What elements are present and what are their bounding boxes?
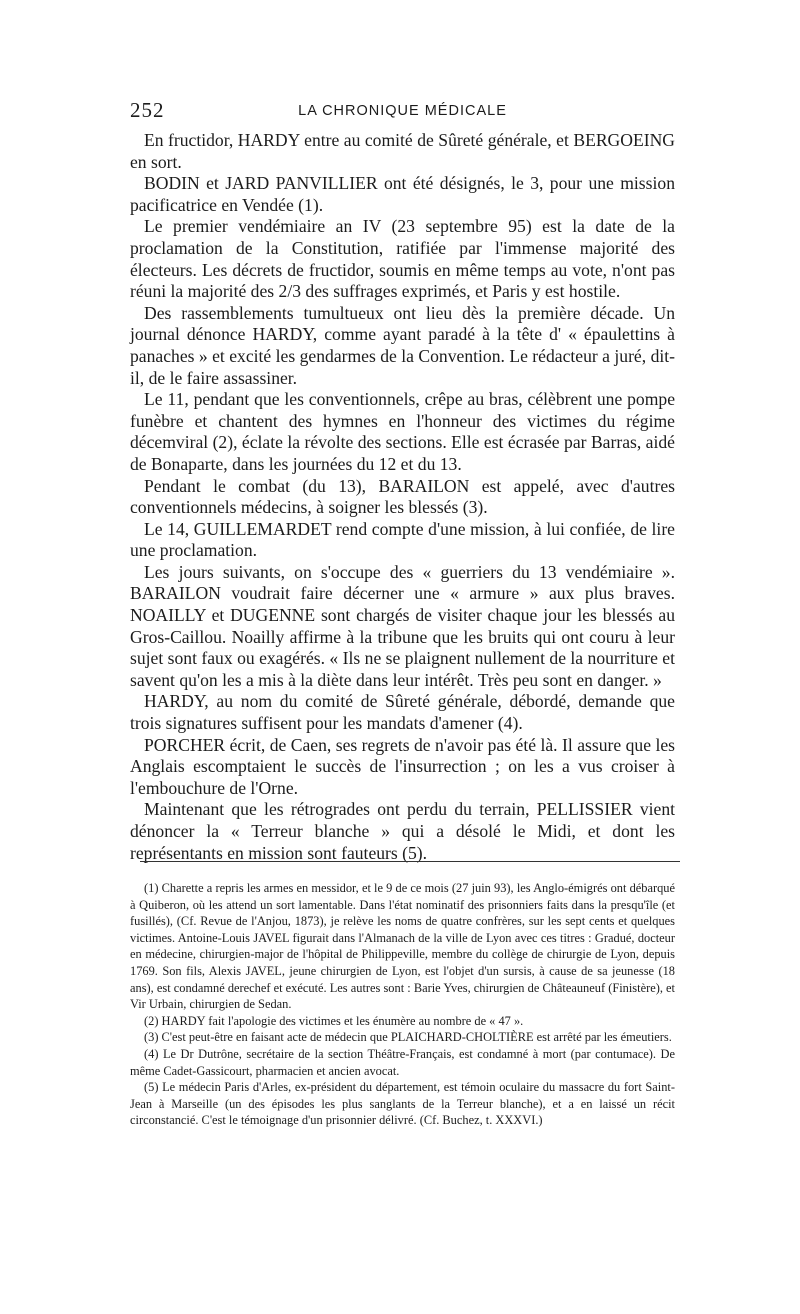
paragraph: Les jours suivants, on s'occupe des « guerriers du 13 vendémiaire ». BARAILON voudrait faire décerner une « armure » aux plus braves. NOAILLY et DUGENNE sont chargés de visiter chaque jour les blessés au Gros-Caillou. Noailly affirme à la tribune que les bruits qui ont couru à leur sujet sont faux ou exagérés. « Ils ne se plaignent nullement de la nourriture et savent qu'on les a mis à la diète dans leur intérêt. Très peu sont en danger. » — [130, 561, 675, 690]
paragraph: Pendant le combat (du 13), BARAILON est appelé, avec d'autres conventionnels médecins, à soigner les blessés (3). — [130, 475, 675, 518]
footnote-divider — [140, 861, 680, 862]
paragraph: HARDY, au nom du comité de Sûreté générale, débordé, demande que trois signatures suffisent pour les mandats d'amener (4). — [130, 691, 675, 734]
footnote: (2) HARDY fait l'apologie des victimes et les énumère au nombre de « 47 ». — [144, 1013, 524, 1028]
footnote: (1) Charette a repris les armes en messidor, et le 9 de ce mois (27 juin 93), les Anglo-émigrés ont débarqué à Quiberon, où les attend un sort lamentable. Dans l'état nominatif des prisonniers faits dans la presqu'île (et fusillés), (Cf. Revue de l'Anjou, 1873), je relève les noms de quatre confrères, sur les sept cents et quelques victimes. Antoine-Louis JAVEL figurait dans l'Almanach de la ville de Lyon avec ces titres : Gradué, docteur en médecine, chirurgien-major de l'hôpital de Philippeville, membre du collège de chirurgie de Lyon, depuis 1769. Son fils, Alexis JAVEL, jeune chirurgien de Lyon, est l'objet d'un sursis, à cause de sa jeunesse (18 ans), est condamné derechef et exécuté. Les autres sont : Barie Yves, chirurgien de Châteauneuf (Finistère), et Vir Urbain, chirurgien de Sedan. — [130, 881, 675, 1012]
footnote: (4) Le Dr Dutrône, secrétaire de la section Théâtre-Français, est condamné à mort (par contumace). De même Cadet-Gassicourt, pharmacien et ancien avocat. — [130, 1046, 675, 1078]
paragraph: Le 14, GUILLEMARDET rend compte d'une mission, à lui confiée, de lire une proclamation. — [130, 518, 675, 561]
paragraph: En fructidor, HARDY entre au comité de Sûreté générale, et BERGOEING en sort. — [130, 130, 675, 172]
page-header — [130, 98, 675, 126]
body-text — [130, 130, 675, 864]
footnotes — [130, 880, 675, 1129]
running-title: LA CHRONIQUE MÉDICALE — [298, 103, 507, 119]
paragraph: Maintenant que les rétrogrades ont perdu du terrain, PELLISSIER vient dénoncer la « Terreur blanche » qui a désolé le Midi, et dont les représentants en mission sont fauteurs (5). — [130, 799, 675, 863]
footnote: (3) C'est peut-être en faisant acte de médecin que PLAICHARD-CHOLTIÈRE est arrêté par les émeutiers. — [144, 1030, 672, 1045]
footnote: (5) Le médecin Paris d'Arles, ex-président du département, est témoin oculaire du massacre du fort Saint-Jean à Marseille (un des épisodes les plus sanglants de la Terreur blanche), et a en laissé un récit circonstancié. C'est le témoignage d'un prisonnier délivré. (Cf. Buchez, t. XXXVI.) — [130, 1080, 675, 1128]
paragraph: Le 11, pendant que les conventionnels, crêpe au bras, célèbrent une pompe funèbre et chantent des hymnes en l'honneur des victimes du régime décemviral (2), éclate la révolte des sections. Elle est écrasée par Barras, aidé de Bonaparte, dans les journées du 12 et du 13. — [130, 389, 675, 474]
page-number: 252 — [130, 98, 165, 122]
paragraph: PORCHER écrit, de Caen, ses regrets de n'avoir pas été là. Il assure que les Anglais escomptaient le succès de l'insurrection ; on les a vus croiser à l'embouchure de l'Orne. — [130, 734, 675, 798]
paragraph: BODIN et JARD PANVILLIER ont été désignés, le 3, pour une mission pacificatrice en Vendée (1). — [130, 173, 675, 215]
paragraph: Des rassemblements tumultueux ont lieu dès la première décade. Un journal dénonce HARDY, comme ayant paradé à la tête d' « épaulettins à panaches » et excité les gendarmes de la Convention. Le rédacteur a juré, dit-il, de le faire assassiner. — [130, 302, 675, 388]
paragraph: Le premier vendémiaire an IV (23 septembre 95) est la date de la proclamation de la Constitution, ratifiée par l'immense majorité des électeurs. Les décrets de fructidor, soumis en même temps au vote, n'ont pas réuni la majorité des 2/3 des suffrages exprimés, et Paris y est hostile. — [130, 216, 675, 302]
